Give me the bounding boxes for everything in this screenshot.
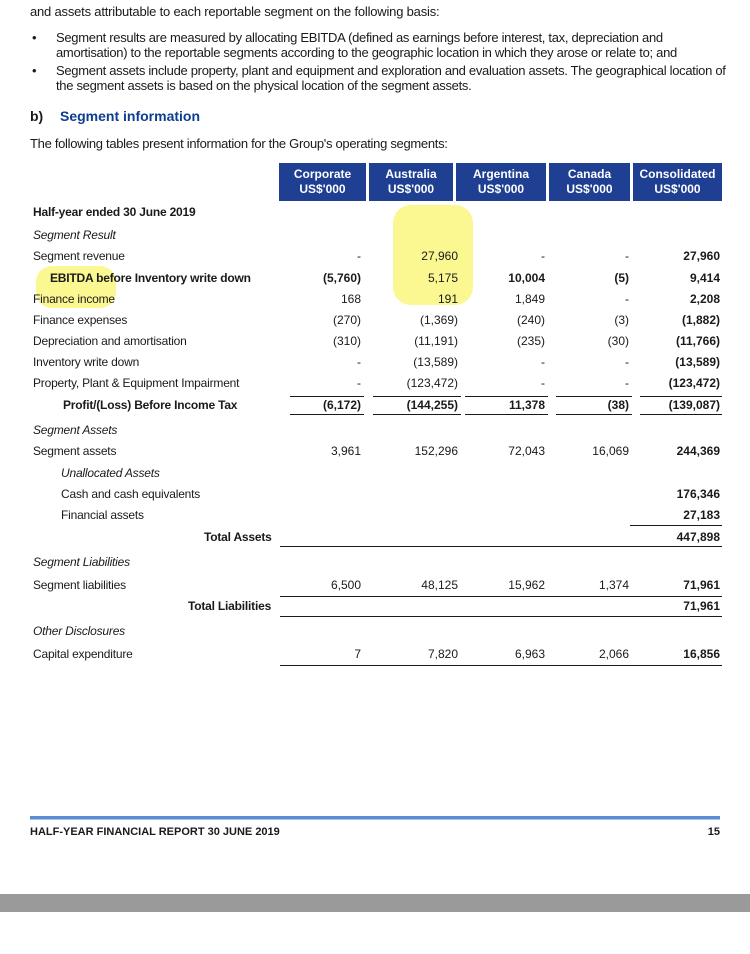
bullet-dot-icon: • (32, 30, 37, 45)
ebitda-label: EBITDA before Inventory write down (50, 271, 251, 285)
table-cell: 244,369 (676, 444, 720, 458)
bullet-item (30, 30, 730, 60)
column-unit: US$'000 (654, 182, 701, 196)
table-cell: 1,374 (598, 578, 629, 592)
table-cell: (310) (332, 334, 361, 348)
table-cell: 48,125 (421, 578, 458, 592)
section-title-text: Segment information (60, 108, 201, 124)
table-cell: (30) (607, 334, 629, 348)
section-description: The following tables present information for the Group's operating segments: (30, 136, 448, 151)
capex-rule (280, 665, 722, 666)
table-cell: 72,043 (508, 444, 545, 458)
table-cell: - (625, 355, 629, 369)
table-cell: - (541, 355, 545, 369)
subtotal-rule (556, 396, 632, 397)
table-cell: - (357, 376, 361, 390)
table-cell: (270) (332, 313, 361, 327)
unallocated-assets-label: Unallocated Assets (61, 466, 160, 480)
table-cell: 10,004 (508, 271, 545, 285)
bullet-text: Segment assets include property, plant and equipment and exploration and evaluation assets. The geographical location of the segment assets is based on the physical location of the segment assets. (56, 63, 726, 93)
segment-assets-heading: Segment Assets (33, 423, 118, 437)
bullet-item (30, 63, 730, 93)
table-cell: - (625, 292, 629, 306)
table-cell: 5,175 (427, 271, 458, 285)
table-cell: 7,820 (427, 647, 458, 661)
page-number: 15 (707, 826, 720, 838)
table-cell: - (625, 376, 629, 390)
table-cell: 71,961 (683, 578, 720, 592)
column-header-australia (369, 163, 453, 201)
table-cell: (139,087) (668, 398, 720, 412)
table-cell: (13,589) (413, 355, 458, 369)
capex-label: Capital expenditure (33, 647, 133, 661)
ppe-label: Property, Plant & Equipment Impairment (33, 376, 240, 390)
total-rule (465, 414, 548, 415)
viewer-bottom-area (0, 912, 750, 954)
total-rule (556, 414, 632, 415)
column-name: Consolidated (639, 167, 716, 181)
depreciation-label: Depreciation and amortisation (33, 334, 187, 348)
table-cell: 152,296 (414, 444, 458, 458)
footer-title: HALF-YEAR FINANCIAL REPORT 30 JUNE 2019 (30, 826, 280, 838)
cash-label: Cash and cash equivalents (61, 487, 201, 501)
total-assets-rule (280, 546, 722, 547)
total-rule (640, 414, 722, 415)
table-cell: 447,898 (676, 530, 720, 544)
profit-label: Profit/(Loss) Before Income Tax (63, 398, 238, 412)
subtotal-rule (640, 396, 722, 397)
table-cell: (5) (614, 271, 629, 285)
column-unit: US$'000 (477, 182, 525, 196)
table-cell: (38) (607, 398, 629, 412)
bullet-text: Segment results are measured by allocating EBITDA (defined as earnings before interest, tax, depreciation and amortisation) to the reportable segments according to the geographic location in which they arose or relate to; and (56, 30, 677, 60)
column-name: Canada (567, 167, 612, 181)
segment-liabilities-label: Segment liabilities (33, 578, 126, 592)
table-cell: 6,963 (514, 647, 545, 661)
column-header-argentina (456, 163, 546, 201)
liabilities-rule (280, 596, 722, 597)
table-cell: (6,172) (322, 398, 361, 412)
financial-assets-label: Financial assets (61, 508, 144, 522)
table-cell: 15,962 (508, 578, 545, 592)
table-cell: 191 (437, 292, 458, 306)
other-disclosures-heading: Other Disclosures (33, 624, 125, 638)
table-cell: (144,255) (406, 398, 458, 412)
table-cell: 16,069 (592, 444, 629, 458)
table-cell: (5,760) (322, 271, 361, 285)
column-unit: US$'000 (387, 182, 435, 196)
total-assets-label: Total Assets (204, 530, 272, 544)
bullet-list (30, 30, 730, 96)
period-label: Half-year ended 30 June 2019 (33, 205, 196, 219)
table-cell: - (541, 376, 545, 390)
table-cell: (3) (614, 313, 629, 327)
column-header-corporate (279, 163, 366, 201)
table-cell: - (625, 249, 629, 263)
table-cell: (11,191) (414, 334, 458, 348)
table-cell: (11,766) (675, 334, 720, 348)
column-unit: US$'000 (299, 182, 346, 196)
finance-expenses-label: Finance expenses (33, 313, 128, 327)
table-cell: 27,960 (683, 249, 720, 263)
table-cell: 2,208 (689, 292, 720, 306)
table-cell: (123,472) (668, 376, 720, 390)
table-cell: (123,472) (406, 376, 458, 390)
total-rule (290, 414, 364, 415)
subtotal-rule (290, 396, 364, 397)
table-cell: 11,378 (508, 398, 545, 412)
table-cell: 1,849 (514, 292, 545, 306)
table-cell: 6,500 (330, 578, 361, 592)
subtotal-rule (630, 525, 722, 526)
segment-liabilities-heading: Segment Liabilities (33, 555, 130, 569)
table-cell: (240) (516, 313, 545, 327)
column-name: Corporate (293, 167, 352, 181)
section-letter: b) (30, 108, 44, 124)
inventory-label: Inventory write down (33, 355, 140, 369)
table-cell: 7 (354, 647, 361, 661)
total-liabilities-rule (280, 616, 722, 617)
column-unit: US$'000 (566, 182, 613, 196)
table-cell: - (357, 249, 361, 263)
finance-income-label: Finance income (33, 292, 115, 306)
table-cell: 16,856 (683, 647, 720, 661)
viewer-scrollbar-bar[interactable] (0, 894, 750, 912)
table-cell: (235) (516, 334, 545, 348)
table-cell: 168 (340, 292, 361, 306)
segment-result-heading: Segment Result (33, 228, 116, 242)
segment-revenue-label: Segment revenue (33, 249, 125, 263)
table-cell: 2,066 (598, 647, 629, 661)
table-cell: (13,589) (675, 355, 720, 369)
footer-rule-thin (30, 819, 720, 820)
table-cell: (1,369) (419, 313, 458, 327)
subtotal-rule (373, 396, 461, 397)
table-cell: 176,346 (676, 487, 720, 501)
subtotal-rule (465, 396, 548, 397)
column-name: Argentina (472, 167, 529, 181)
segment-assets-label: Segment assets (33, 444, 117, 458)
column-header-canada (549, 163, 630, 201)
table-cell: - (541, 249, 545, 263)
column-header-consolidated (633, 163, 722, 201)
section-title (30, 108, 200, 124)
table-cell: 3,961 (330, 444, 361, 458)
intro-text: and assets attributable to each reportable segment on the following basis: (30, 4, 440, 19)
table-cell: - (357, 355, 361, 369)
table-cell: (1,882) (681, 313, 720, 327)
total-liabilities-label: Total Liabilities (188, 599, 272, 613)
total-rule (373, 414, 461, 415)
table-cell: 71,961 (683, 599, 720, 613)
table-cell: 9,414 (689, 271, 720, 285)
bullet-dot-icon: • (32, 63, 37, 78)
table-cell: 27,183 (683, 508, 720, 522)
table-cell: 27,960 (421, 249, 458, 263)
column-name: Australia (385, 167, 437, 181)
